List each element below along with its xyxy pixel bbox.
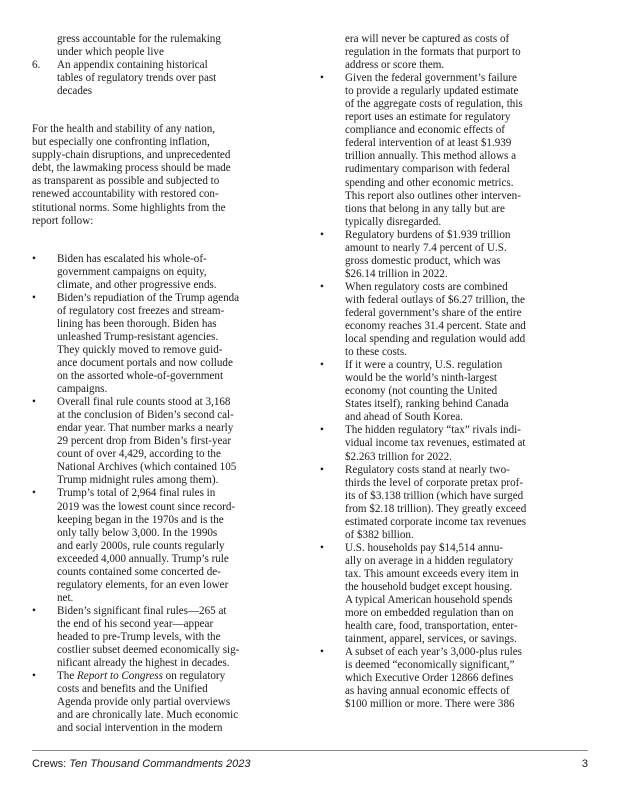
bullet-item — [320, 464, 590, 542]
text-line: nificant already the highest in decades. — [57, 657, 230, 670]
text-fragment: on regulatory — [162, 670, 226, 683]
bullet-glyph: • — [320, 72, 324, 85]
text-line: which Executive Order 12866 defines — [345, 672, 514, 685]
bullet-glyph: • — [320, 359, 324, 372]
text-line: and early 2000s, rule counts regularly — [57, 539, 225, 552]
text-line: $2.263 trillion for 2022. — [345, 450, 452, 463]
bullet-item — [32, 605, 294, 670]
bullet-glyph: • — [32, 396, 36, 409]
text-line: rudimentary comparison with federal — [345, 163, 510, 176]
text-line: They quickly moved to remove guid- — [57, 343, 223, 356]
report-title-italic: Report to Congress — [77, 670, 163, 683]
text-line: of regulatory cost freezes and stream- — [57, 304, 225, 317]
text-line: regulatory elements, for an even lower — [57, 578, 229, 591]
text-line: National Archives (which contained 105 — [57, 461, 237, 474]
bullet-item — [32, 487, 294, 604]
text-line: The hidden regulatory “tax” rivals indi- — [345, 424, 521, 437]
text-line: gross domestic product, which was — [345, 254, 501, 267]
intro-paragraph — [32, 123, 294, 227]
text-line: economy (not counting the United — [345, 385, 498, 398]
highlights-bullet-list — [320, 72, 590, 711]
bullet-glyph: • — [320, 646, 324, 659]
text-line: headed to pre-Trump levels, with the — [57, 630, 221, 643]
text-line: campaigns. — [57, 383, 108, 396]
footer-author: Crews: — [32, 758, 70, 770]
list-number: 6. — [32, 59, 41, 72]
text-line: estimated corporate income tax revenues — [345, 515, 527, 528]
text-line: at the conclusion of Biden’s second cal- — [57, 409, 234, 422]
text-line: the end of his second year—appear — [57, 617, 214, 630]
running-footer — [32, 758, 251, 770]
page-footer — [32, 750, 588, 770]
text-line: tions that belong in any tally but are — [345, 202, 505, 215]
text-line: An appendix containing historical — [57, 59, 208, 72]
text-line: lining has been thorough. Biden has — [57, 317, 217, 330]
text-line: government campaigns on equity, — [57, 265, 207, 278]
bullet-glyph: • — [32, 487, 36, 500]
text-line: with federal outlays of $6.27 trillion, the — [345, 293, 525, 306]
text-line: Biden’s repudiation of the Trump agenda — [57, 291, 240, 304]
bullet-item — [320, 72, 590, 229]
text-line: tax. This amount exceeds every item in — [345, 567, 519, 580]
text-line: If it were a country, U.S. regulation — [345, 359, 503, 372]
list-item-5-continuation — [32, 33, 294, 59]
text-line: of the aggregate costs of regulation, this — [345, 98, 523, 111]
text-line: from $2.18 trillion). They greatly exceed — [345, 502, 527, 515]
text-line: report uses an estimate for regulatory — [345, 111, 511, 124]
bullet-glyph: • — [320, 228, 324, 241]
list-item-6 — [32, 59, 294, 98]
bullet-glyph: • — [32, 291, 36, 304]
text-line: Regulatory costs stand at nearly two- — [345, 463, 510, 476]
bullet-continuation — [320, 33, 590, 72]
text-line: compliance and economic effects of — [345, 124, 505, 137]
bullet-item — [32, 396, 294, 487]
text-line: only tally below 3,000. In the 1990s — [57, 526, 218, 539]
text-line — [57, 670, 294, 683]
text-line: counts contained some concerted de- — [57, 565, 221, 578]
text-line: economy reaches 31.4 percent. State and — [345, 320, 526, 333]
text-line: thirds the level of corporate pretax prof- — [345, 476, 524, 489]
text-line: A typical American household spends — [345, 594, 513, 607]
text-line: as transparent as possible and subjected to — [32, 175, 220, 188]
text-line: climate, and other progressive ends. — [57, 278, 217, 291]
page-number: 3 — [581, 758, 588, 770]
text-line: local spending and regulation would add — [345, 333, 526, 346]
bullet-item — [320, 229, 590, 281]
text-line: debt, the lawmaking process should be made — [32, 162, 231, 175]
bullet-glyph: • — [320, 280, 324, 293]
text-line: 2019 was the lowest count since record- — [57, 500, 236, 513]
bullet-item — [32, 292, 294, 396]
text-line: gress accountable for the rulemaking — [57, 33, 221, 45]
text-line: and social intervention in the modern — [57, 722, 223, 735]
bullet-item — [32, 253, 294, 292]
text-line: exceeded 4,000 annually. Trump’s rule — [57, 552, 229, 565]
text-line: under which people live — [57, 46, 164, 59]
text-line: but especially one confronting inflation, — [32, 136, 210, 149]
text-fragment: The — [57, 670, 78, 683]
text-line: its of $3.138 trillion (which have surged — [345, 489, 524, 502]
bullet-glyph: • — [320, 424, 324, 437]
text-line: would be the world’s ninth-largest — [345, 372, 498, 385]
bullet-item — [32, 670, 294, 735]
text-line: as having annual economic effects of — [345, 685, 510, 698]
text-line: vidual income tax revenues, estimated at — [345, 437, 526, 450]
text-line: unleashed Trump-resistant agencies. — [57, 330, 219, 343]
text-line: and are chronically late. Much economic — [57, 709, 239, 722]
text-line: endar year. That number marks a nearly — [57, 422, 234, 435]
text-line: renewed accountability with restored con- — [32, 188, 219, 201]
text-line: ance document portals and now collude — [57, 356, 233, 369]
text-line: $100 million or more. There were 386 — [345, 698, 515, 711]
text-line: health care, food, transportation, enter- — [345, 620, 518, 633]
text-line: Agenda provide only partial overviews — [57, 696, 231, 709]
text-line: and ahead of South Korea. — [345, 411, 463, 424]
text-line: costs and benefits and the Unified — [57, 683, 208, 696]
text-line: on the assorted whole-of-government — [57, 370, 224, 383]
text-line: supply-chain disruptions, and unprecedented — [32, 149, 231, 162]
text-line: more on embedded regulation than on — [345, 607, 514, 620]
text-line: This report also outlines other interven- — [345, 189, 521, 202]
text-line: costlier subset deemed economically sig- — [57, 644, 240, 657]
text-line: Trump’s total of 2,964 final rules in — [57, 487, 216, 500]
text-line: federal government’s share of the entire — [345, 306, 522, 319]
text-line: When regulatory costs are combined — [345, 280, 508, 293]
text-line: stitutional norms. Some highlights from the — [32, 201, 226, 214]
text-line: keeping began in the 1970s and is the — [57, 513, 224, 526]
text-line: count of over 4,429, according to the — [57, 448, 221, 461]
text-line: address or score them. — [345, 59, 445, 72]
text-line: tainment, apparel, services, or savings. — [345, 633, 517, 646]
text-line: amount to nearly 7.4 percent of U.S. — [345, 241, 507, 254]
text-line: era will never be captured as costs of — [345, 33, 510, 45]
bullet-item — [320, 424, 590, 463]
text-line: 29 percent drop from Biden’s first-year — [57, 435, 232, 448]
text-line: decades — [57, 85, 93, 98]
bullet-item — [320, 359, 590, 424]
text-line: States itself), ranking behind Canada — [345, 398, 509, 411]
text-line: is deemed “economically significant,” — [345, 659, 515, 672]
footer-title: Ten Thousand Commandments 2023 — [69, 758, 251, 770]
text-line: Given the federal government’s failure — [345, 72, 517, 85]
bullet-glyph: • — [32, 604, 36, 617]
bullet-item — [320, 281, 590, 359]
left-column — [32, 33, 294, 735]
text-line: regulation in the formats that purport to — [345, 46, 521, 59]
text-line: typically disregarded. — [345, 215, 442, 228]
text-line: Trump midnight rules among them). — [57, 474, 219, 487]
highlights-bullet-list — [32, 253, 294, 671]
text-line: U.S. households pay $14,514 annu- — [345, 541, 504, 554]
text-line: Biden’s significant final rules—265 at — [57, 604, 227, 617]
text-line: to these costs. — [345, 346, 407, 359]
bullet-item — [320, 542, 590, 646]
text-line: ally on average in a hidden regulatory — [345, 554, 514, 567]
bullet-glyph: • — [320, 541, 324, 554]
text-line: the household budget except housing. — [345, 580, 513, 593]
right-column — [320, 33, 590, 711]
text-line: report follow: — [32, 214, 94, 227]
bullet-glyph: • — [320, 463, 324, 476]
text-line: $26.14 trillion in 2022. — [345, 267, 448, 280]
bullet-glyph: • — [32, 252, 36, 265]
text-line: to provide a regularly updated estimate — [345, 85, 519, 98]
text-line: Regulatory burdens of $1.939 trillion — [345, 228, 511, 241]
bullet-item — [320, 646, 590, 711]
text-line: Biden has escalated his whole-of- — [57, 252, 207, 265]
text-line: of $382 billion. — [345, 528, 414, 541]
text-line: spending and other economic metrics. — [345, 176, 514, 189]
text-line: A subset of each year’s 3,000-plus rules — [345, 646, 522, 659]
bullet-glyph: • — [32, 670, 36, 683]
text-line: net. — [57, 591, 74, 604]
text-line: Overall final rule counts stood at 3,168 — [57, 396, 231, 409]
text-line: tables of regulatory trends over past — [57, 72, 217, 85]
text-line: federal intervention of at least $1.939 — [345, 137, 512, 150]
text-line: trillion annually. This method allows a — [345, 150, 517, 163]
text-line: For the health and stability of any nation, — [32, 123, 216, 136]
